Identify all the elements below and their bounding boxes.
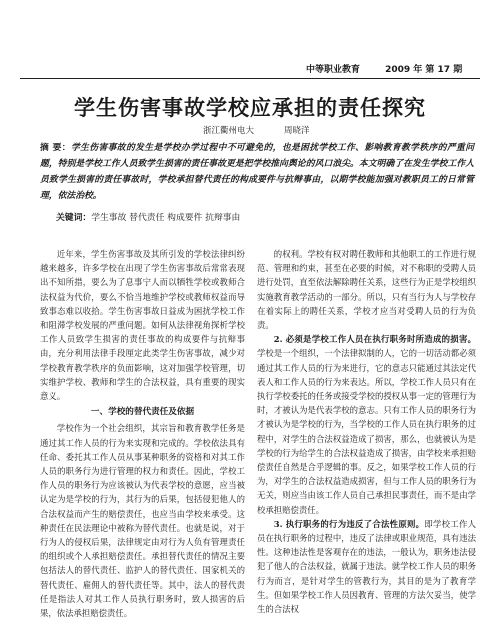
journal-name: 中等职业教育 <box>306 65 361 75</box>
point-3-title: 3. 执行职务的行为违反了合法性原则。 <box>273 518 425 529</box>
intro-paragraph: 近年来，学生伤害事故及其所引发的学校法律纠纷越来越多，许多学校在出现了学生伤害事故后常常表现出不知所措，要么为了息事宁人而以牺牲学校或教师合法权益为代价，要么不恰当地维护学校或教师权益而导致事态难以收拾。学生伤害事故日益成为困扰学校工作和阻滞学校发展的严重问题。如何从法律视角探析学校工作人员致学生损害的责任事故的构成要件与抗辩事由，充分利用法律手段厘定此类学生伤害事故，减少对学校教育教学秩序的负面影响，这对加强学校管理，切实维护学校、教师和学生的合法权益，具有重要的现实意义。 <box>40 249 245 402</box>
header-rule <box>20 78 480 79</box>
keywords-text: 学生事故 替代责任 构成要件 抗辩事由 <box>91 213 241 223</box>
point-2-paragraph <box>257 332 476 517</box>
abstract-text: 学生伤害事故的发生是学校办学过程中不可避免的，也是困扰学校工作、影响教育教学秩序的严重问题，特别是学校工作人员致学生损害的责任事故更是把学校推向舆论的风口浪尖。本文明确了在发生学校工作人员致学生损害的责任事故时，学校承担替代责任的构成要件与抗辩事由，以期学校能加强对教职员工的日常管理，依法治校。 <box>40 143 474 201</box>
point-2-title: 2. 必须是学校工作人员在执行职务时所造成的损害。 <box>273 334 476 345</box>
continued-paragraph: 的权利。学校有权对聘任教师和其他职工的工作进行规范、管理和约束，甚至在必要的时候，对不称职的受聘人员进行处罚，直至依法解除聘任关系，这些行为正是学校组织实施教育教学活动的一部分。所以，只有当行为人与学校存在着实际上的聘任关系，学校才应当对受聘人员的行为负责。 <box>257 249 476 331</box>
point-2-text: 学校是一个组织，一个法律拟制的人，它的一切活动都必须通过其工作人员的行为来进行，它的意志只能通过其法定代表人和工作人员的行为来表达。所以，学校工作人员只有在执行学校委托的任务或接受学校的授权从事一定的管理行为时，才被认为是代表学校的意志。只有工作人员的职务行为才被认为是学校的行为，当学校的工作人员在执行职务的过程中，对学生的合法权益造成了损害，那么，也就被认为是学校的行为给学生的合法权益造成了损害，由学校来承担赔偿责任自然是合乎逻辑的事。反之，如果学校工作人员的行为，对学生的合法权益造成损害，但与工作人员的职务行为无关，则应当由该工作人员自己承担民事责任，而不是由学校承担赔偿责任。 <box>257 348 476 515</box>
running-header <box>0 62 500 76</box>
abstract-label: 摘 要： <box>40 143 71 153</box>
issue-number: 2009 年 第 17 期 <box>385 65 463 75</box>
section-heading-1: 一、学校的替代责任及依据 <box>90 407 195 418</box>
keywords-label: 关键词： <box>56 213 92 223</box>
left-column <box>40 247 245 620</box>
article-title: 学生伤害事故学校应承担的责任探究 <box>74 96 426 120</box>
abstract <box>40 140 474 204</box>
keywords <box>56 210 474 223</box>
point-3-text: 即学校工作人员在执行职务的过程中，违反了法律或职业规范，具有违法性。这种违法性是客观存在的违法，一般认为，职务违法侵犯了他人的合法权益，就属于违法。就学校工作人员的职务行为而言，是针对学生的管教行为，其目的是为了教育学生。但如果学校工作人员因教育、管理的方法欠妥当，使学生的合法权 <box>257 518 476 615</box>
author-name: 周晓洋 <box>284 126 310 136</box>
point-3-paragraph <box>257 517 476 616</box>
right-column <box>257 247 476 616</box>
affiliation: 浙江衢州电大 <box>203 126 255 136</box>
section-1-paragraph: 学校作为一个社会组织，其宗旨和教育教学任务是通过其工作人员的行为来实现和完成的。学校依法具有任命、委托其工作人员从事某种职务的资格和对其工作人员的职务行为进行管理的权力和责任。因此，学校工作人员的职务行为应该被认为代表学校的意愿，应当被认定为是学校的行为，其行为的后果，包括侵犯他人的合法权益而产生的赔偿责任，也应当由学校来承受。这种责任在民法理论中被称为替代责任。也就是说，对于行为人的侵权后果，法律规定由对行为人负有管理责任的组织或个人承担赔偿责任。承担替代责任的情况主要包括法人的替代责任、监护人的替代责任、国家机关的替代责任、雇佣人的替代责任等。其中，法人的替代责任是指法人对其工作人员执行职务时，致人损害的后果，依法承担赔偿责任。 <box>40 423 245 619</box>
journal-issue-line <box>306 62 462 75</box>
